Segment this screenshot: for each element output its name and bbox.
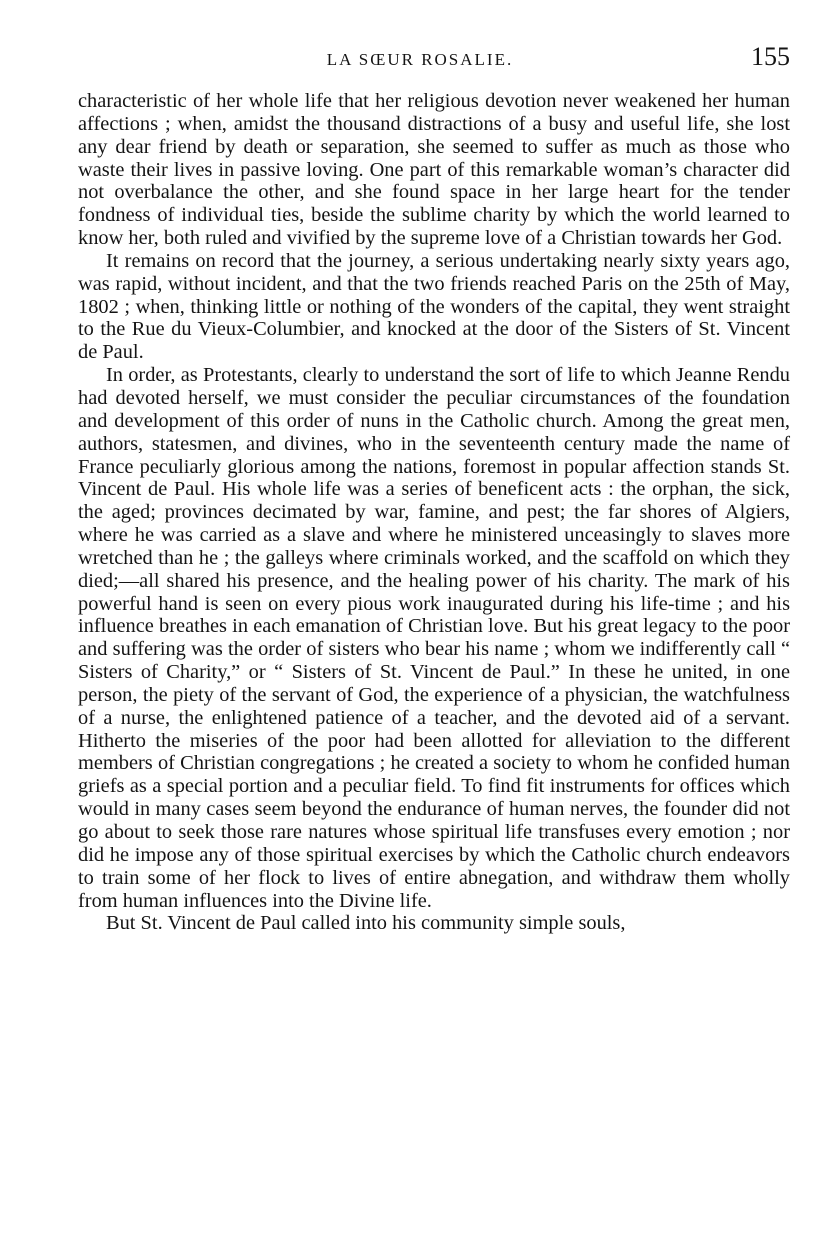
paragraph-journey: It remains on record that the journey, a serious undertaking nearly sixty years ago, was rapid, without incident, and that the two friends reached Paris on the 25th of May, 1802 ; when, thinking little or nothing of the wonders of the capital, they went straight to the Rue du Vieux-Columbier, and knocked at the door of the Sisters of St. Vincent de Paul. bbox=[78, 249, 790, 364]
running-head bbox=[0, 40, 840, 74]
paragraph-vincent-de-paul: In order, as Protestants, clearly to understand the sort of life to which Jeanne Rendu had devoted herself, we must consider the peculiar circumstances of the foundation and development of this order of nuns in the Catholic church. Among the great men, authors, statesmen, and divines, who in the seventeenth century made the name of France peculiarly glorious among the nations, foremost in popular affection stands St. Vincent de Paul. His whole life was a series of beneficent acts : the orphan, the sick, the aged; provinces decimated by war, famine, and pest; the far shores of Algiers, where he was carried as a slave and where he ministered unceasingly to slaves more wretched than he ; the galleys where criminals worked, and the scaffold on which they died;—all shared his presence, and the healing power of his charity. The mark of his powerful hand is seen on every pious work inaugurated during his life-time ; and his influence breathes in each emanation of Christian love. But his great legacy to the poor and suffering was the order of sisters who bear his name ; whom we indifferently call “ Sisters of Charity,” or “ Sisters of St. Vincent de Paul.” In these he united, in one person, the piety of the servant of God, the experience of a physician, the watchfulness of a nurse, the enlightened patience of a teacher, and the devoted aid of a servant. Hitherto the miseries of the poor had been allotted for alleviation to the different members of Christian congregations ; he created a society to whom he confided human griefs as a special portion and a peculiar field. To find fit instruments for offices which would in many cases seem beyond the endurance of human nerves, the founder did not go about to seek those rare natures whose spiritual life transfuses every emotion ; nor did he impose any of those spiritual exercises by which the Catholic church endeavors to train some of her flock to lives of entire abnegation, and withdraw them wholly from human influences into the Divine life. bbox=[78, 364, 790, 912]
running-title: LA SŒUR ROSALIE. bbox=[326, 50, 514, 69]
paragraph-continued: characteristic of her whole life that her religious devotion never weakened her human affections ; when, amidst the thousand distractions of a busy and useful life, she lost any dear friend by death or separation, she seemed to suffer as much as those who waste their lives in passive loving. One part of this remarkable woman’s character did not overbalance the other, and she found space in her large heart for the tender fondness of individual ties, beside the sublime charity by which the world learned to know her, both ruled and vivified by the supreme love of a Christian towards her God. bbox=[78, 90, 790, 250]
body-text bbox=[78, 90, 790, 935]
paragraph-community: But St. Vincent de Paul called into his community simple souls, bbox=[106, 912, 626, 935]
page-number: 155 bbox=[751, 42, 790, 71]
